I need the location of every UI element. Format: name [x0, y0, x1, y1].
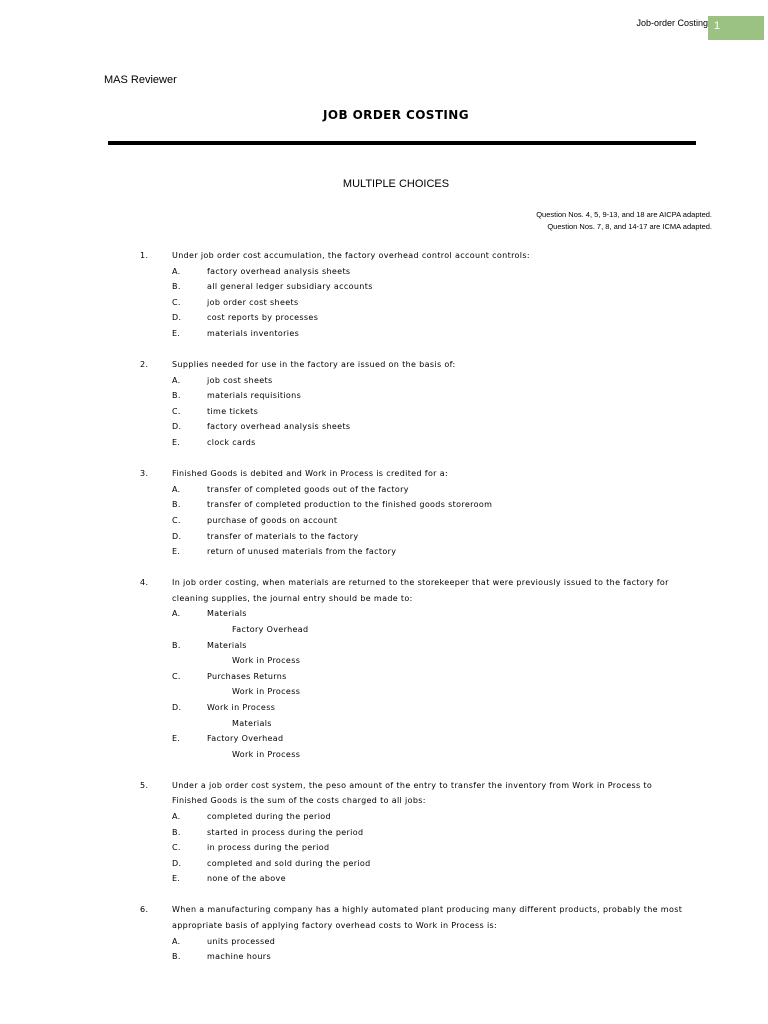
option-text: transfer of completed goods out of the factory	[207, 484, 409, 494]
answer-option	[140, 295, 710, 311]
question-text: When a manufacturing company has a highly automated plant producing many different products, probably the most	[172, 905, 683, 915]
question-number: 3.	[140, 469, 149, 479]
page-title: JOB ORDER COSTING	[322, 108, 469, 122]
option-text: return of unused materials from the factory	[207, 547, 397, 557]
option-text: clock cards	[207, 438, 256, 448]
question-number: 1.	[140, 251, 149, 260]
answer-option	[140, 949, 710, 965]
question-stem-line	[140, 575, 710, 591]
option-letter: A.	[172, 609, 181, 619]
option-text: units processed	[207, 936, 276, 946]
option-text: Materials	[207, 640, 247, 650]
option-letter: B.	[172, 640, 181, 650]
option-credit-account: Work in Process	[232, 749, 301, 759]
answer-option	[140, 871, 710, 887]
question-number: 2.	[140, 360, 149, 370]
answer-option	[140, 279, 710, 295]
reviewer-label: MAS Reviewer	[104, 74, 177, 86]
question-item	[140, 902, 710, 964]
option-letter: B.	[172, 391, 181, 401]
option-letter: D.	[172, 422, 182, 432]
answer-option	[140, 825, 710, 841]
option-text: all general ledger subsidiary accounts	[207, 282, 373, 292]
question-list	[140, 248, 710, 980]
option-letter: A.	[172, 484, 181, 494]
answer-option	[140, 529, 710, 545]
answer-option	[140, 513, 710, 529]
option-text: completed and sold during the period	[207, 858, 371, 868]
answer-option	[140, 638, 710, 654]
question-text: Supplies needed for use in the factory are issued on the basis of:	[172, 360, 456, 370]
question-item	[140, 575, 710, 762]
option-text: materials requisitions	[207, 391, 302, 401]
option-text: job cost sheets	[207, 375, 273, 385]
running-header: Job-order Costing	[636, 18, 708, 28]
answer-option	[140, 435, 710, 451]
option-letter: B.	[172, 500, 181, 510]
option-text: time tickets	[207, 406, 259, 416]
source-notes	[536, 209, 712, 233]
answer-option	[140, 419, 710, 435]
option-credit-account: Work in Process	[232, 656, 301, 666]
option-letter: B.	[172, 952, 181, 962]
question-stem-line	[140, 357, 710, 373]
answer-option	[140, 497, 710, 513]
option-text: machine hours	[207, 952, 271, 962]
option-letter: A.	[172, 375, 181, 385]
answer-option	[140, 482, 710, 498]
option-text: transfer of completed production to the finished goods storeroom	[207, 500, 493, 510]
question-item	[140, 248, 710, 342]
question-text: In job order costing, when materials are returned to the storekeeper that were previously issued to the factory for	[172, 578, 669, 588]
answer-option	[140, 264, 710, 280]
option-text: purchase of goods on account	[207, 515, 338, 525]
source-note: Question Nos. 7, 8, and 14-17 are ICMA adapted.	[547, 222, 712, 231]
option-letter: E.	[172, 328, 181, 338]
option-letter: A.	[172, 266, 181, 276]
question-text: appropriate basis of applying factory overhead costs to Work in Process is:	[172, 921, 498, 931]
answer-option	[140, 700, 710, 716]
option-letter: A.	[172, 812, 181, 821]
option-text: Work in Process	[207, 702, 276, 712]
option-credit-account: Work in Process	[232, 687, 301, 697]
option-text: completed during the period	[207, 812, 331, 821]
option-letter: E.	[172, 874, 181, 884]
question-stem-line	[140, 591, 710, 607]
answer-option	[140, 856, 710, 872]
option-text: Purchases Returns	[207, 671, 287, 681]
answer-option	[140, 373, 710, 389]
option-text: cost reports by processes	[207, 313, 319, 323]
option-letter: A.	[172, 936, 181, 946]
answer-option	[140, 606, 710, 622]
option-letter: E.	[172, 547, 181, 557]
option-text: in process during the period	[207, 843, 330, 853]
question-text: Finished Goods is the sum of the costs charged to all jobs:	[172, 796, 426, 806]
option-letter: C.	[172, 297, 181, 307]
answer-option	[140, 934, 710, 950]
answer-option	[140, 669, 710, 685]
page-number-badge: 1	[708, 16, 764, 40]
section-subtitle: MULTIPLE CHOICES	[342, 178, 450, 190]
answer-option	[140, 388, 710, 404]
answer-option	[140, 404, 710, 420]
question-stem-line	[140, 918, 710, 934]
option-letter: D.	[172, 702, 182, 712]
option-letter: C.	[172, 671, 181, 681]
option-letter: D.	[172, 858, 182, 868]
title-divider	[108, 141, 696, 145]
question-item	[140, 778, 710, 887]
option-text: transfer of materials to the factory	[207, 531, 359, 541]
question-item	[140, 466, 710, 560]
option-text: Factory Overhead	[207, 734, 284, 744]
option-letter: B.	[172, 282, 181, 292]
answer-option	[140, 326, 710, 342]
question-stem-line	[140, 902, 710, 918]
question-stem-line	[140, 793, 710, 809]
question-text: Finished Goods is debited and Work in Process is credited for a:	[172, 469, 449, 479]
option-letter: C.	[172, 515, 181, 525]
question-number: 6.	[140, 905, 149, 915]
option-text: job order cost sheets	[207, 297, 299, 307]
question-number: 5.	[140, 780, 149, 790]
option-letter: E.	[172, 734, 181, 744]
answer-option	[140, 544, 710, 560]
question-stem-line	[140, 466, 710, 482]
option-text: started in process during the period	[207, 827, 364, 837]
question-stem-line	[140, 778, 710, 794]
answer-option	[140, 809, 710, 825]
option-text: none of the above	[207, 874, 286, 884]
option-text: factory overhead analysis sheets	[207, 422, 351, 432]
option-letter: E.	[172, 438, 181, 448]
option-text: Materials	[207, 609, 247, 619]
question-item	[140, 357, 710, 451]
option-letter: C.	[172, 406, 181, 416]
question-text: cleaning supplies, the journal entry should be made to:	[172, 593, 413, 603]
answer-option	[140, 731, 710, 747]
option-letter: C.	[172, 843, 181, 853]
answer-option	[140, 840, 710, 856]
option-letter: B.	[172, 827, 181, 837]
option-credit-account: Materials	[232, 718, 272, 728]
option-letter: D.	[172, 531, 182, 541]
question-stem-line	[140, 248, 710, 264]
question-number: 4.	[140, 578, 149, 588]
answer-option	[140, 310, 710, 326]
option-text: materials inventories	[207, 328, 300, 338]
option-text: factory overhead analysis sheets	[207, 266, 351, 276]
question-text: Under a job order cost system, the peso amount of the entry to transfer the inventory from Work in Process to	[172, 780, 653, 790]
option-letter: D.	[172, 313, 182, 323]
question-text: Under job order cost accumulation, the factory overhead control account controls:	[172, 251, 530, 260]
option-credit-account: Factory Overhead	[232, 624, 309, 634]
source-note: Question Nos. 4, 5, 9-13, and 18 are AICPA adapted.	[536, 210, 712, 219]
